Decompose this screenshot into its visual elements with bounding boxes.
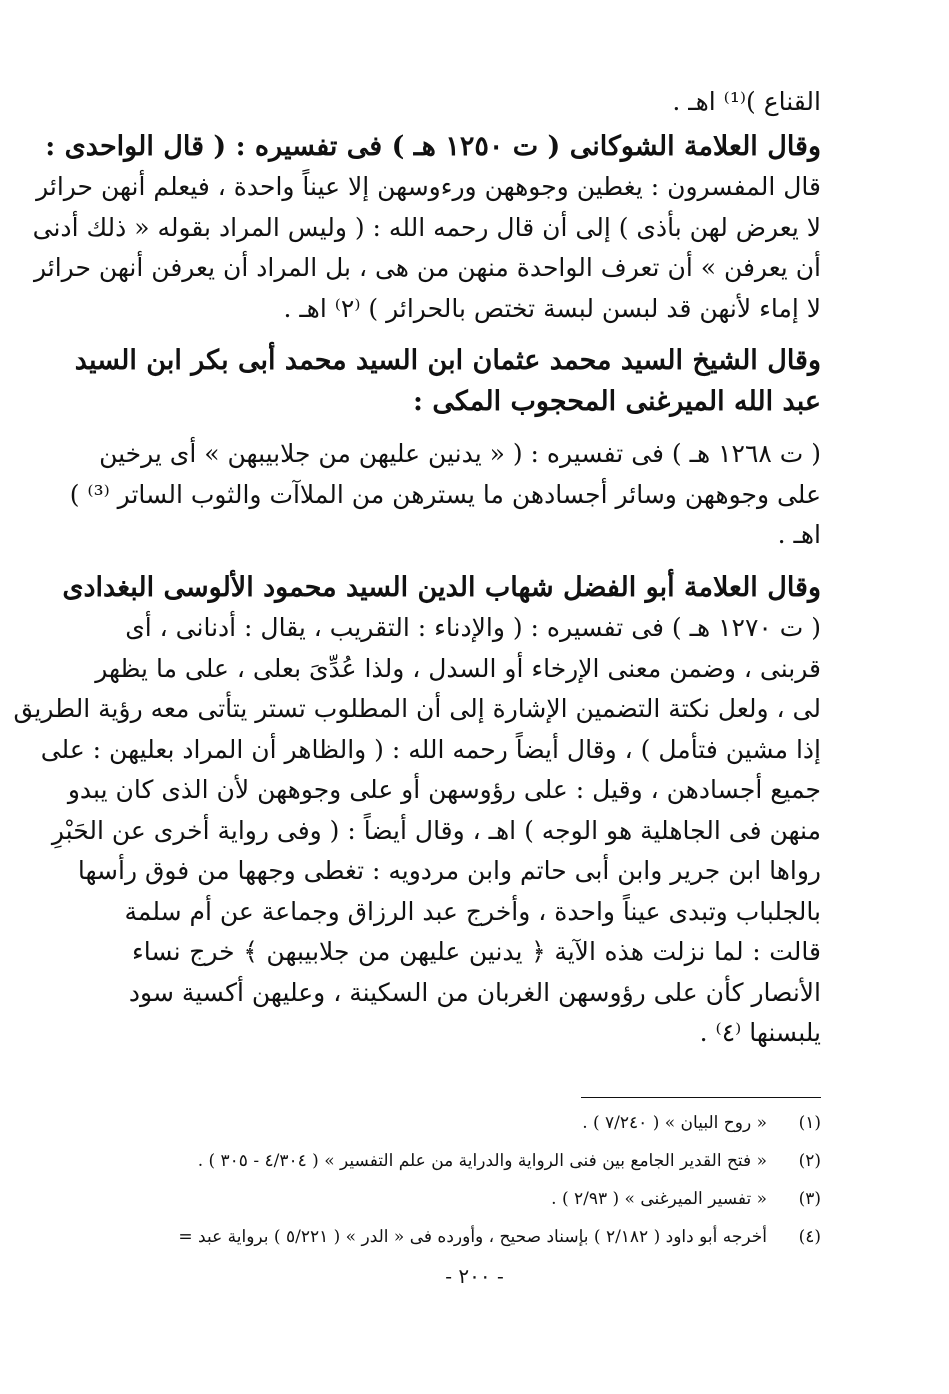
footnote-number: (٣) xyxy=(798,1189,821,1209)
text-line: رواها ابن جرير وابن أبى حاتم وابن مردويه : تغطى وجهها من فوق رأسها xyxy=(77,856,821,885)
page-number: - ٢٠٠ - xyxy=(445,1264,504,1288)
footnote-number: (١) xyxy=(798,1113,821,1133)
footnote-text: أخرجه أبو داود ( ٢/١٨٢ ) بإسناد صحيح ، وأورده فى « الدر » ( ٥/٢٢١ ) برواية عبد = xyxy=(178,1227,767,1247)
text-line: القناع )⁽¹⁾ اهـ . xyxy=(672,87,821,116)
text-line: يلبسنها ⁽٤⁾ . xyxy=(699,1018,821,1047)
text-line: لى ، ولعل نكتة التضمين الإشارة إلى أن المطلوب تستر يتأتى معه رؤية الطريق xyxy=(13,694,821,723)
footnote-divider xyxy=(581,1097,821,1098)
footnote-text: « روح البيان » ( ٧/٢٤٠ ) . xyxy=(582,1113,767,1133)
footnote-text: « تفسير الميرغنى » ( ٢/٩٣ ) . xyxy=(551,1189,767,1209)
footnote-number: (٤) xyxy=(798,1227,821,1247)
section-heading: عبد الله الميرغنى المحجوب المكى : xyxy=(412,385,821,417)
footnotes xyxy=(112,1108,821,1252)
footnote xyxy=(112,1184,821,1214)
text-line: منهن فى الجاهلية هو الوجه ) اهـ ، وقال أيضاً : ( وفى رواية أخرى عن الحَبْرِ xyxy=(51,815,821,845)
text-line: لا إماء لأنهن قد لبسن لبسة تختص بالحرائر ) ⁽٢⁾ اهـ . xyxy=(283,293,821,323)
text-line: قالت : لما نزلت هذه الآية ﴿ يدنين عليهن من جلابيبهن ﴾ خرج نساء xyxy=(132,937,821,966)
text-line: وقال العلامة الشوكانى ( ت ١٢٥٠ هـ ) فى تفسيره : ( قال الواحدى : xyxy=(45,130,821,162)
text-line: ( ت ١٢٧٠ هـ ) فى تفسيره : ( والإدناء : التقريب ، يقال : أدنانى ، أى xyxy=(125,613,821,642)
footnote xyxy=(112,1108,821,1138)
text-line: ( ت ١٢٦٨ هـ ) فى تفسيره : ( « يدنين عليهن من جلابيبهن » أى يرخين xyxy=(99,439,821,468)
footnote-text: « فتح القدير الجامع بين فنى الرواية والدراية من علم التفسير » ( ٤/٣٠٤ - ٣٠٥ ) . xyxy=(197,1151,767,1171)
footnote-number: (٢) xyxy=(798,1151,821,1171)
footnote xyxy=(112,1222,821,1252)
footnote xyxy=(112,1146,821,1176)
text-line: الأنصار كأن على رؤوسهن الغربان من السكينة ، وعليهن أكسية سود xyxy=(128,977,821,1007)
text-line: بالجلباب وتبدى عيناً واحدة ، وأخرج عبد الرزاق وجماعة عن أم سلمة xyxy=(124,896,821,926)
text-line: على وجوههن وسائر أجسادهن ما يسترهن من الملاآت والثوب الساتر ⁽³⁾ ) xyxy=(69,479,821,509)
text-line: جميع أجسادهن ، وقيل : على رؤوسهن أو على وجوههن لأن الذى كان يبدو xyxy=(67,775,821,804)
section-heading: وقال العلامة أبو الفضل شهاب الدين السيد محمود الألوسى البغدادى xyxy=(62,571,821,603)
text-line: اهـ . xyxy=(777,520,821,549)
section-heading: وقال الشيخ السيد محمد عثمان ابن السيد محمد أبى بكر ابن السيد xyxy=(74,345,821,376)
text-line: قربنى ، وضمن معنى الإرخاء أو السدل ، ولذا عُدِّىَ بعلى ، على ما يظهر xyxy=(95,653,821,683)
text-line: لا يعرض لهن بأذى ) إلى أن قال رحمه الله : ( وليس المراد بقوله « ذلك أدنى xyxy=(32,212,821,242)
text-line: إذا مشين فتأمل ) ، وقال أيضاً رحمه الله : ( والظاهر أن المراد بعليهن : على xyxy=(40,734,821,764)
text-line: قال المفسرون : يغطين وجوههن ورءوسهن إلا عيناً واحدة ، فيعلم أنهن حرائر xyxy=(36,172,821,201)
text-line: أن يعرفن » أن تعرف الواحدة منهن من هى ، بل المراد أن يعرفن أنهن حرائر xyxy=(33,253,821,282)
